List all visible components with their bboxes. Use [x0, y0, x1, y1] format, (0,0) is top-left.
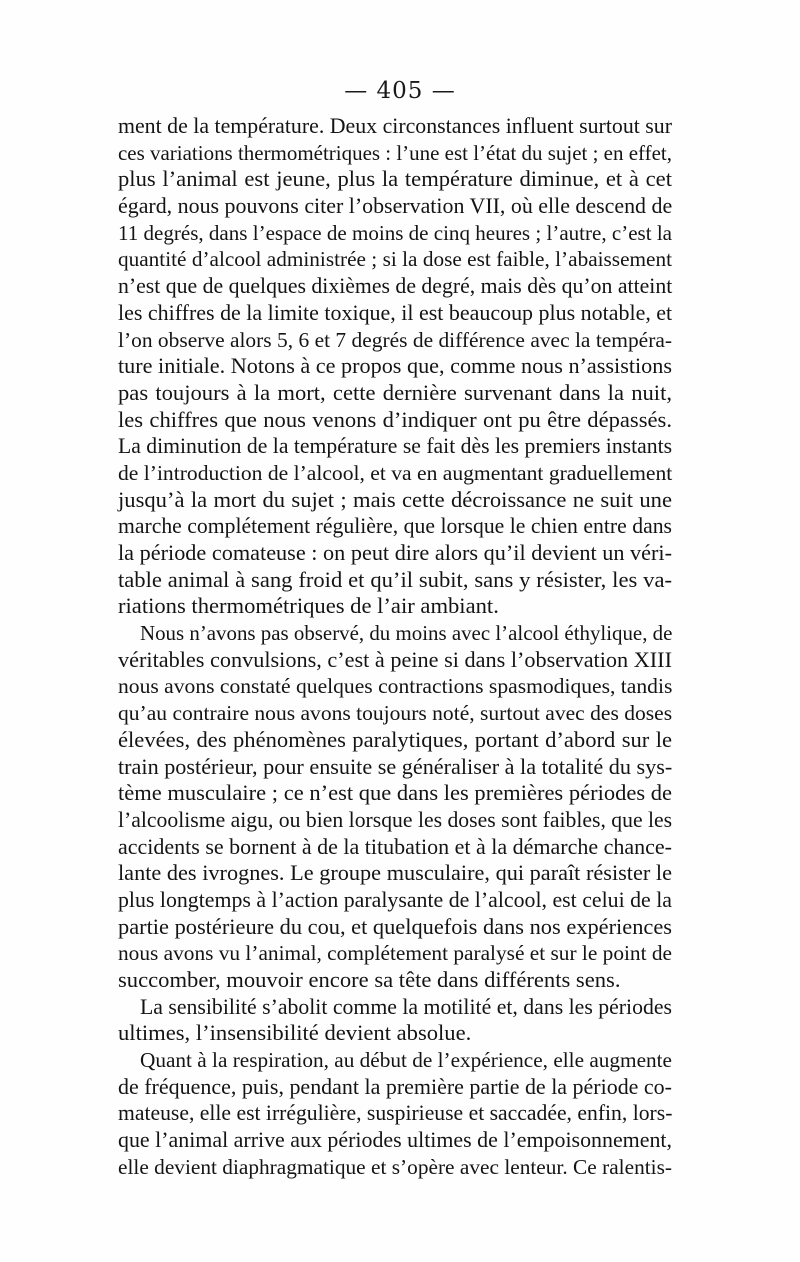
text-line: Quant à la respiration, au début de l’expérience, elle augmente — [140, 1048, 672, 1073]
text-line: ces variations thermométriques : l’une est l’état du sujet ; en effet, — [118, 140, 672, 165]
text-line: ture initiale. Notons à ce propos que, comme nous n’assistions — [118, 353, 672, 379]
text-line: quantité d’alcool administrée ; si la dose est faible, l’abaissement — [118, 247, 672, 272]
text-line: l’on observe alors 5, 6 et 7 degrés de différence avec la tempéra- — [118, 327, 672, 352]
text-line: les chiffres de la limite toxique, il est beaucoup plus notable, et — [118, 299, 673, 325]
text-line: Nous n’avons pas observé, du moins avec l’alcool éthylique, de — [140, 621, 673, 646]
text-line: élevées, des phénomènes paralytiques, portant d’abord sur le — [118, 726, 672, 752]
text-line: mateuse, elle est irrégulière, suspirieuse et saccadée, enfin, lors- — [118, 1101, 673, 1126]
text-line: 11 degrés, dans l’espace de moins de cinq heures ; l’autre, c’est la — [118, 220, 673, 245]
text-line: que l’animal arrive aux périodes ultimes de l’empoisonnement, — [118, 1127, 672, 1153]
text-line: les chiffres que nous venons d’indiquer ont pu être dépassés. — [118, 406, 672, 432]
text-line: ment de la température. Deux circonstances influent surtout sur — [118, 114, 672, 138]
text-line: qu’au contraire nous avons toujours noté, surtout avec des doses — [118, 701, 673, 726]
text-line: riations thermométriques de l’air ambiant. — [118, 593, 499, 619]
text-line: ultimes, l’insensibilité devient absolue. — [118, 1020, 472, 1046]
text-line: La sensibilité s’abolit comme la motilité et, dans les périodes — [140, 994, 672, 1019]
text-line: La diminution de la température se fait dès les premiers instants — [118, 434, 673, 459]
body-text — [118, 113, 672, 1181]
text-line: marche complétement régulière, que lorsque le chien entre dans — [118, 514, 672, 539]
text-line: pas toujours à la mort, cette dernière survenant dans la nuit, — [118, 379, 672, 405]
text-line: elle devient diaphragmatique et s’opère avec lenteur. Ce ralentis- — [118, 1154, 672, 1179]
text-line: nous avons vu l’animal, complétement paralysé et sur le point de — [118, 941, 672, 966]
text-line: table animal à sang froid et qu’il subit, sans y résister, les va- — [118, 566, 672, 592]
text-line: de fréquence, puis, pendant la première partie de la période co- — [118, 1073, 672, 1099]
text-line: partie postérieure du cou, et quelquefois dans nos expériences — [118, 913, 672, 939]
text-line: lante des ivrognes. Le groupe musculaire, qui paraît résister le — [118, 860, 672, 886]
text-line: de l’introduction de l’alcool, et va en augmentant graduellement — [118, 460, 673, 485]
text-line: véritables convulsions, c’est à peine si dans l’observation XIII — [118, 646, 672, 672]
text-line: succomber, mouvoir encore sa tête dans différents sens. — [118, 967, 621, 992]
text-line: nous avons constaté quelques contractions spasmodiques, tandis — [118, 674, 673, 699]
text-line: plus l’animal est jeune, plus la température diminue, et à cet — [118, 166, 672, 192]
text-line: tème musculaire ; ce n’est que dans les premières périodes de — [118, 780, 672, 806]
text-line: n’est que de quelques dixièmes de degré, mais dès qu’on atteint — [118, 274, 673, 299]
page-number: — 405 — — [344, 78, 456, 104]
text-line: la période comateuse : on peut dire alors qu’il devient un véri- — [118, 540, 672, 565]
text-line: plus longtemps à l’action paralysante de l’alcool, est celui de la — [118, 887, 672, 912]
text-line: accidents se bornent à de la titubation et à la démarche chance- — [118, 833, 673, 859]
text-line: jusqu’à la mort du sujet ; mais cette décroissance ne suit une — [118, 486, 672, 512]
text-line: l’alcoolisme aigu, ou bien lorsque les doses sont faibles, que les — [118, 807, 673, 832]
text-line: train postérieur, pour ensuite se généraliser à la totalité du sys- — [118, 753, 673, 779]
text-line: égard, nous pouvons citer l’observation VII, où elle descend de — [118, 193, 673, 219]
